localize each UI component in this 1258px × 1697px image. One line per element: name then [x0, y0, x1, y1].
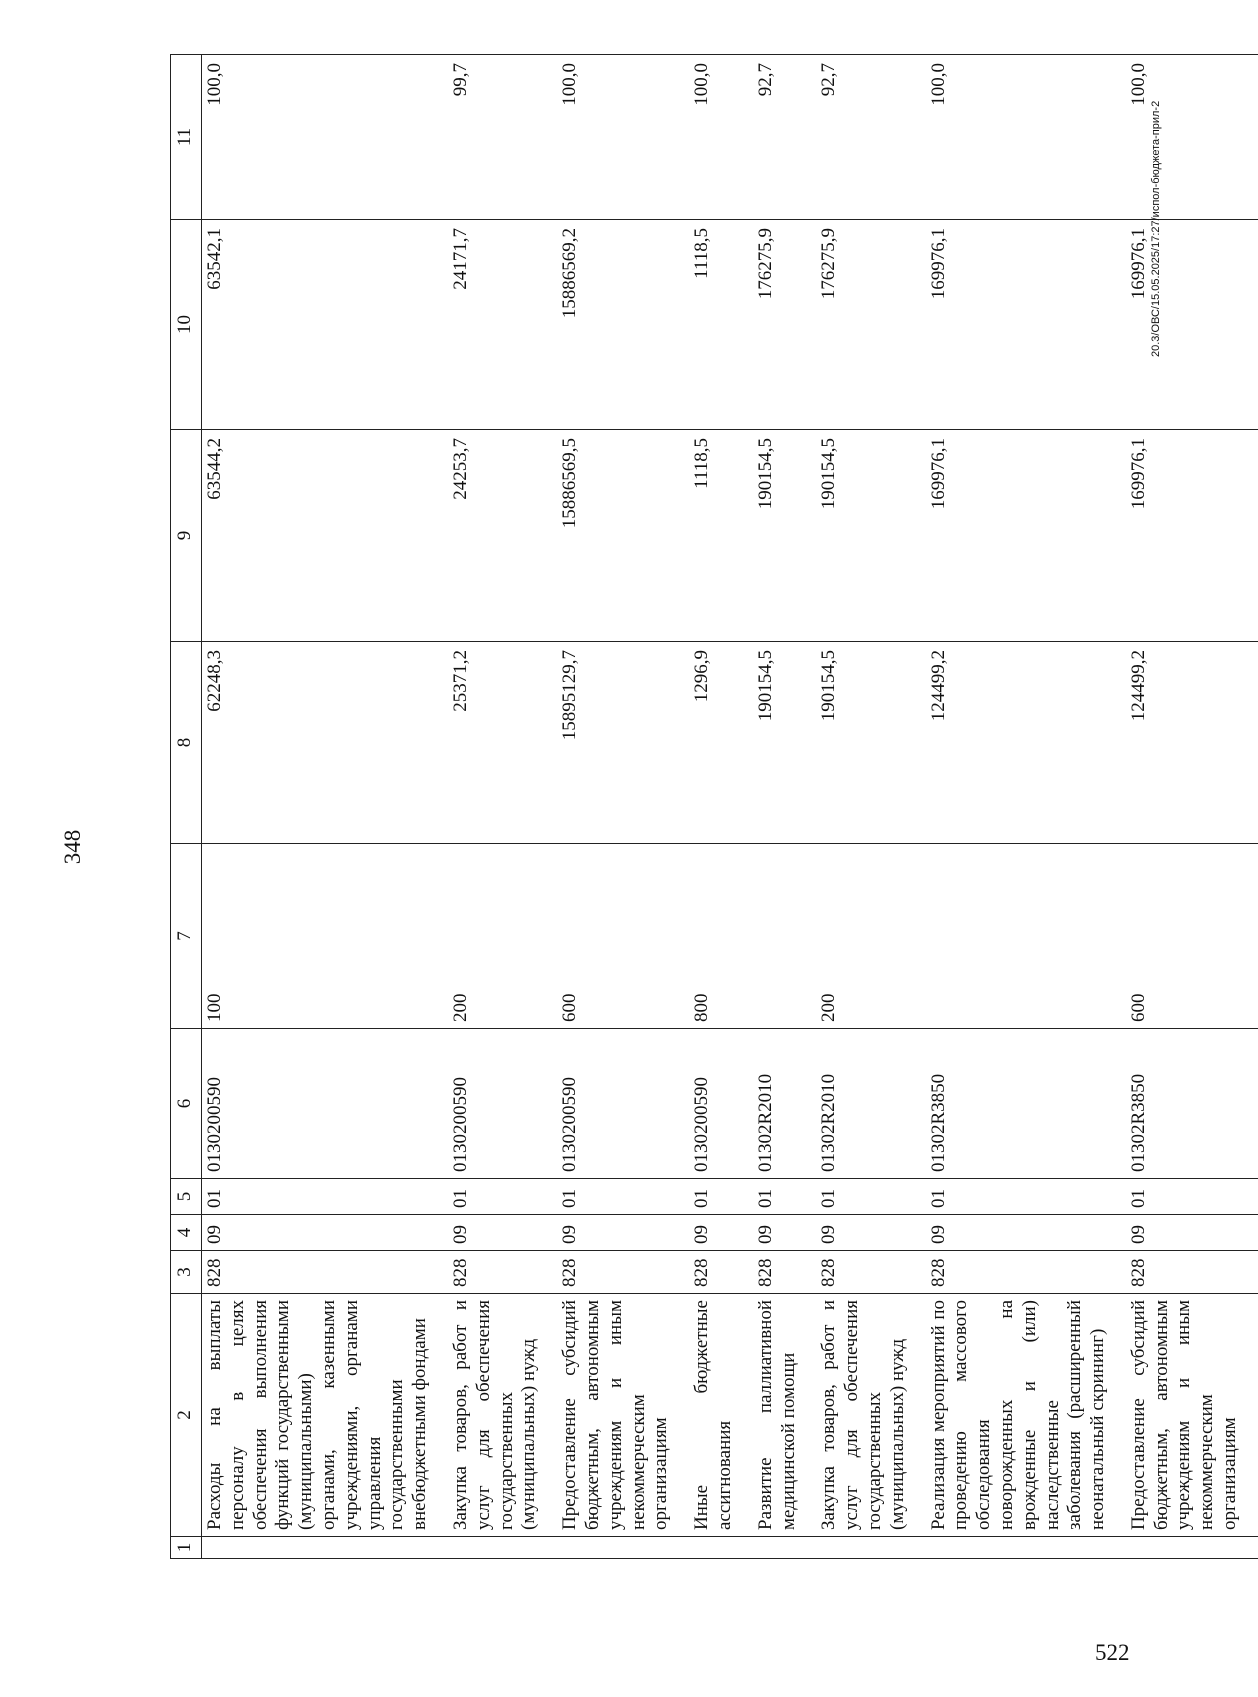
approved-amount: 25371,2 [448, 642, 557, 844]
executed-amount: 15886569,2 [557, 220, 689, 430]
expense-type-code [753, 844, 817, 1029]
approved-amount: 124499,2 [1126, 642, 1258, 844]
column-header-4: 4 [171, 1215, 202, 1251]
page-number: 348 [60, 829, 85, 865]
table-row [753, 55, 817, 1559]
ministry-code: 828 [202, 1251, 448, 1294]
column-header-3: 3 [171, 1251, 202, 1294]
target-article-code: 0130200590 [448, 1029, 557, 1179]
table-body [202, 55, 1258, 1559]
expense-type-code: 800 [689, 844, 753, 1029]
column-header-5: 5 [171, 1179, 202, 1215]
ministry-code: 828 [448, 1251, 557, 1294]
header-row [171, 55, 202, 1559]
row-number [1126, 1537, 1258, 1559]
execution-percent: 100,0 [926, 55, 1126, 220]
execution-percent: 100,0 [1126, 55, 1258, 220]
executed-amount: 1118,5 [689, 220, 753, 430]
executed-amount: 176275,9 [753, 220, 817, 430]
section-code: 09 [753, 1215, 817, 1251]
row-number [926, 1537, 1126, 1559]
expense-type-code: 600 [557, 844, 689, 1029]
execution-percent: 100,0 [689, 55, 753, 220]
ministry-code: 828 [753, 1251, 817, 1294]
executed-amount: 176275,9 [816, 220, 925, 430]
approved-amount: 124499,2 [926, 642, 1126, 844]
row-number [557, 1537, 689, 1559]
expense-name: Предоставление субсидий бюджетным, автономным учреждениям и иным некоммерческим организациям [1126, 1294, 1258, 1537]
ministry-code: 828 [557, 1251, 689, 1294]
target-article-code: 01302R3850 [926, 1029, 1126, 1179]
table-row [926, 55, 1126, 1559]
expense-name: Иные бюджетные ассигнования [689, 1294, 753, 1537]
sheet-number: 522 [1095, 1640, 1130, 1665]
subsection-code: 01 [557, 1179, 689, 1215]
table-row [816, 55, 925, 1559]
subsection-code: 01 [816, 1179, 925, 1215]
refined-amount: 190154,5 [816, 430, 925, 642]
ministry-code: 828 [926, 1251, 1126, 1294]
executed-amount: 169976,1 [926, 220, 1126, 430]
expense-type-code: 200 [448, 844, 557, 1029]
column-header-1: 1 [171, 1537, 202, 1559]
expense-type-code: 100 [202, 844, 448, 1029]
subsection-code: 01 [448, 1179, 557, 1215]
approved-amount: 62248,3 [202, 642, 448, 844]
budget-table [170, 54, 1258, 1559]
section-code: 09 [557, 1215, 689, 1251]
execution-percent: 92,7 [816, 55, 925, 220]
executed-amount: 169976,1 [1126, 220, 1258, 430]
column-header-7: 7 [171, 844, 202, 1029]
table-row [448, 55, 557, 1559]
table-row [1126, 55, 1258, 1559]
subsection-code: 01 [202, 1179, 448, 1215]
execution-percent: 100,0 [557, 55, 689, 220]
target-article-code: 01302R2010 [816, 1029, 925, 1179]
row-number [689, 1537, 753, 1559]
subsection-code: 01 [926, 1179, 1126, 1215]
section-code: 09 [448, 1215, 557, 1251]
approved-amount: 190154,5 [753, 642, 817, 844]
column-header-10: 10 [171, 220, 202, 430]
target-article-code: 0130200590 [557, 1029, 689, 1179]
execution-percent: 99,7 [448, 55, 557, 220]
document-reference: 20.3/ОВС/15.05.2025/17:27/испол-бюджета-прил-2 [1150, 100, 1162, 357]
row-number [448, 1537, 557, 1559]
refined-amount: 63544,2 [202, 430, 448, 642]
target-article-code: 01302R2010 [753, 1029, 817, 1179]
section-code: 09 [202, 1215, 448, 1251]
column-header-6: 6 [171, 1029, 202, 1179]
table-row [557, 55, 689, 1559]
column-header-8: 8 [171, 642, 202, 844]
expense-name: Реализация мероприятий по проведению массового обследования новорожденных на врожденные и (или) наследственные заболевания (расширенный неонатальный скрининг) [926, 1294, 1126, 1537]
row-number [753, 1537, 817, 1559]
section-code: 09 [926, 1215, 1126, 1251]
refined-amount: 1118,5 [689, 430, 753, 642]
refined-amount: 190154,5 [753, 430, 817, 642]
executed-amount: 24171,7 [448, 220, 557, 430]
expense-name: Закупка товаров, работ и услуг для обеспечения государственных (муниципальных) нужд [448, 1294, 557, 1537]
expense-type-code: 200 [816, 844, 925, 1029]
target-article-code: 0130200590 [202, 1029, 448, 1179]
column-header-9: 9 [171, 430, 202, 642]
execution-percent: 100,0 [202, 55, 448, 220]
approved-amount: 190154,5 [816, 642, 925, 844]
table-row [689, 55, 753, 1559]
column-header-11: 11 [171, 55, 202, 220]
expense-type-code: 600 [1126, 844, 1258, 1029]
refined-amount: 169976,1 [926, 430, 1126, 642]
target-article-code: 01302R3850 [1126, 1029, 1258, 1179]
section-code: 09 [1126, 1215, 1258, 1251]
section-code: 09 [816, 1215, 925, 1251]
row-number [816, 1537, 925, 1559]
approved-amount: 15895129,7 [557, 642, 689, 844]
ministry-code: 828 [1126, 1251, 1258, 1294]
expense-name: Расходы на выплаты персоналу в целях обеспечения выполнения функций государственными (муниципальными) органами, казенными учреждениями, органами управления государственными внебюджетными фондами [202, 1294, 448, 1537]
row-number [202, 1537, 448, 1559]
expense-name: Развитие паллиативной медицинской помощи [753, 1294, 817, 1537]
subsection-code: 01 [689, 1179, 753, 1215]
executed-amount: 63542,1 [202, 220, 448, 430]
approved-amount: 1296,9 [689, 642, 753, 844]
refined-amount: 15886569,5 [557, 430, 689, 642]
section-code: 09 [689, 1215, 753, 1251]
refined-amount: 24253,7 [448, 430, 557, 642]
expense-name: Закупка товаров, работ и услуг для обеспечения государственных (муниципальных) нужд [816, 1294, 925, 1537]
execution-percent: 92,7 [753, 55, 817, 220]
column-header-2: 2 [171, 1294, 202, 1537]
table-row [202, 55, 448, 1559]
refined-amount: 169976,1 [1126, 430, 1258, 642]
expense-name: Предоставление субсидий бюджетным, автономным учреждениям и иным некоммерческим организациям [557, 1294, 689, 1537]
ministry-code: 828 [816, 1251, 925, 1294]
ministry-code: 828 [689, 1251, 753, 1294]
expense-type-code [926, 844, 1126, 1029]
subsection-code: 01 [1126, 1179, 1258, 1215]
target-article-code: 0130200590 [689, 1029, 753, 1179]
subsection-code: 01 [753, 1179, 817, 1215]
